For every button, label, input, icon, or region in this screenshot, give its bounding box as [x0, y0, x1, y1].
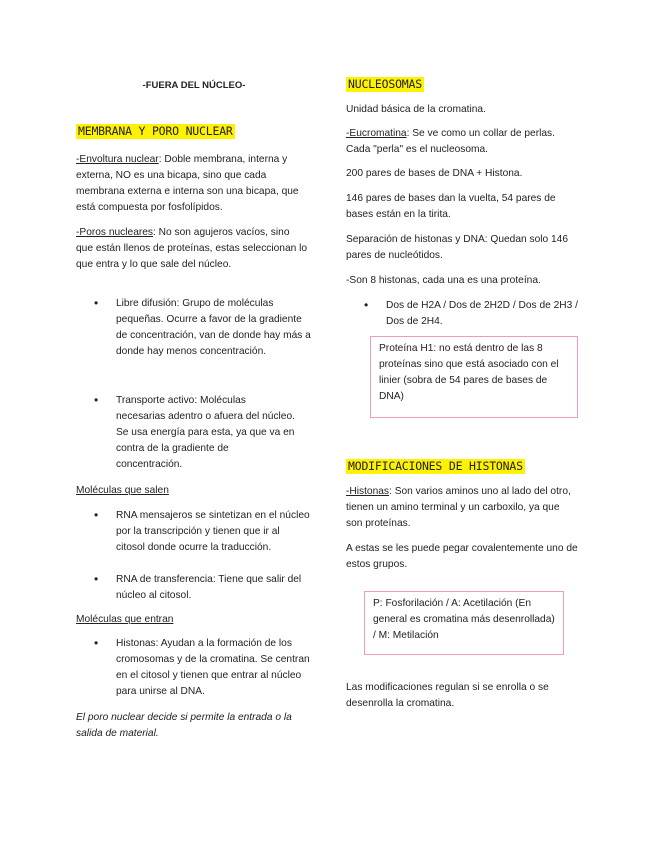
histonas-paragraph: [346, 484, 578, 532]
moleculas-entran-heading: Moléculas que entran: [76, 614, 174, 625]
envoltura-term: -Envoltura nuclear: [76, 154, 159, 165]
closing-note-left: El poro nuclear decide si permite la entrada o la salida de material.: [76, 712, 292, 739]
poros-term: -Poros nucleares: [76, 227, 154, 238]
bullet-icon: [364, 304, 371, 311]
histonas-term: -Histonas: [346, 486, 390, 497]
separacion-paragraph: Separación de histonas y DNA: Quedan solo 146 pares de nucleótidos.: [346, 234, 569, 261]
bullet-transporte-activo: Transporte activo: Moléculas necesarias adentro o afuera del núcleo. Se usa energía para esta, ya que va en contra de la gradiente de concentración.: [116, 395, 295, 470]
eucromatina-text: : Se ve como un collar de perlas. Cada "perla" es el nucleosoma.: [346, 128, 555, 155]
histonas-text: : Son varios aminos uno al lado del otro, tienen un amino terminal y un carboxilo, ya que son proteínas.: [346, 486, 571, 529]
pares-bases-paragraph: 200 pares de bases de DNA + Histona.: [346, 168, 523, 179]
moleculas-salen-heading: Moléculas que salen: [76, 485, 169, 496]
bullet-histonas-entran: Histonas: Ayudan a la formación de los cromosomas y de la cromatina. Se centran en el citosol y tienen que entrar al núcleo para unirse al DNA.: [116, 638, 310, 697]
bullet-icon: [94, 642, 101, 649]
nucleosomas-heading-text: NUCLEOSOMAS: [348, 77, 422, 91]
eucromatina-term: -Eucromatina: [346, 128, 407, 139]
bullet-libre-difusion: Libre difusión: Grupo de moléculas pequeñas. Ocurre a favor de la gradiente de concentración, van de donde hay más a donde hay menos concentración.: [116, 298, 311, 357]
nucleosoma-definition: Unidad básica de la cromatina.: [346, 104, 486, 115]
bullet-rna-mensajero: RNA mensajeros se sintetizan en el núcleo por la transcripción y tienen que ir al citosol donde ocurre la traducción.: [116, 510, 310, 553]
vuelta-paragraph: 146 pares de bases dan la vuelta, 54 pares de bases están en la tirita.: [346, 193, 556, 220]
bullet-icon: [94, 302, 101, 309]
ocho-histonas-paragraph: -Son 8 histonas, cada una es una proteína.: [346, 275, 541, 286]
closing-note-right: Las modificaciones regulan si se enrolla o se desenrolla la cromatina.: [346, 682, 549, 709]
membrana-heading: [76, 124, 235, 141]
poros-paragraph: [76, 225, 308, 273]
bullet-icon: [94, 399, 101, 406]
proteina-h1-box: Proteína H1: no está dentro de las 8 proteínas sino que está asociado con el linier (sobra de 54 pares de bases de DNA): [370, 336, 578, 418]
envoltura-text: : Doble membrana, interna y externa, NO es una bicapa, sino que cada membrana externa e interna son una bicapa, que está compuesta por fosfolípidos.: [76, 154, 299, 213]
envoltura-paragraph: [76, 152, 308, 216]
grupos-box: P: Fosforilación / A: Acetilación (En general es cromatina más desenrollada) / M: Metilación: [364, 591, 564, 655]
bullet-tipos-histonas: Dos de H2A / Dos de 2H2D / Dos de 2H3 / Dos de 2H4.: [386, 300, 578, 327]
membrana-heading-text: MEMBRANA Y PORO NUCLEAR: [78, 124, 233, 138]
nucleosomas-heading: [346, 77, 424, 94]
grupos-paragraph: A estas se les puede pegar covalentemente uno de estos grupos.: [346, 543, 578, 570]
modificaciones-heading: [346, 459, 525, 476]
bullet-icon: [94, 578, 101, 585]
bullet-rna-transferencia: RNA de transferencia: Tiene que salir del núcleo al citosol.: [116, 574, 302, 601]
modificaciones-heading-text: MODIFICACIONES DE HISTONAS: [348, 459, 523, 473]
bullet-icon: [94, 514, 101, 521]
eucromatina-paragraph: [346, 126, 578, 158]
poros-text: : No son agujeros vacíos, sino que están llenos de proteínas, estas seleccionan lo que entra y lo que sale del núcleo.: [76, 227, 308, 270]
page-title: -FUERA DEL NÚCLEO-: [142, 80, 246, 91]
